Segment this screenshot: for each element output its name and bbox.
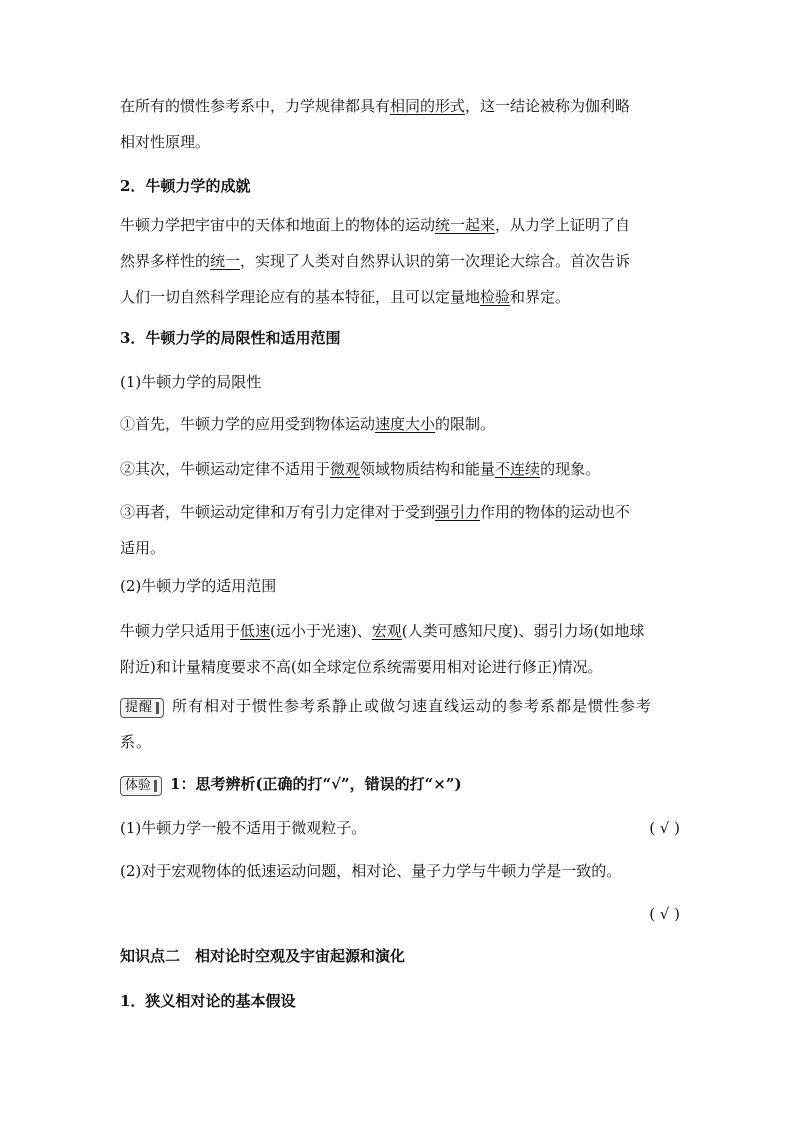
tip-tag: 提醒: [120, 698, 164, 718]
text: 附近)和计量精度要求不高(如全球定位系统需要用相对论进行修正)情况。: [120, 658, 603, 676]
experience-heading: [120, 766, 680, 802]
section-heading: 知识点二 相对论时空观及宇宙起源和演化: [120, 947, 406, 965]
underlined-term: 统一: [210, 252, 241, 270]
text: (远小于光速)、: [270, 622, 372, 640]
heading-limitations: 3．牛顿力学的局限性和适用范围: [120, 329, 341, 347]
text: (人类可感知尺度)、弱引力场(如地球: [401, 622, 645, 640]
text: 牛顿力学只适用于: [120, 622, 241, 640]
list-item-1: [120, 406, 680, 442]
underlined-term: 统一起来: [435, 216, 496, 234]
list-item-2: [120, 451, 680, 487]
text: 的现象。: [540, 460, 601, 478]
experience-tag: 体验: [120, 776, 162, 796]
list-item-3: [120, 494, 680, 566]
heading-special-relativity: 1．狭义相对论的基本假设: [120, 992, 296, 1010]
question-1: [120, 810, 680, 846]
text: ，从力学上证明了自: [495, 216, 631, 234]
text: 在所有的惯性参考系中，力学规律都具有: [120, 97, 391, 115]
question-2: [120, 853, 680, 889]
text: 然界多样性的: [120, 252, 211, 270]
question-text: (1)牛顿力学一般不适用于微观粒子。: [120, 819, 367, 837]
tip-box: [120, 688, 680, 760]
underlined-term: 检验: [480, 288, 511, 306]
text: 相对性原理。: [120, 133, 211, 151]
answer-mark: ( √ ): [649, 819, 680, 837]
underlined-term: 相同的形式: [390, 97, 466, 115]
text: 牛顿力学把宇宙中的天体和地面上的物体的运动: [120, 216, 436, 234]
paragraph-scope: [120, 613, 680, 685]
subheading-scope: (2)牛顿力学的适用范围: [120, 577, 277, 595]
text: ，实现了人类对自然界认识的第一次理论大综合。首次告诉: [240, 252, 631, 270]
paragraph-relativity-principle: [120, 88, 680, 160]
paragraph-achievements: [120, 207, 680, 315]
text: 的限制。: [435, 415, 496, 433]
experience-text: 1：思考辨析(正确的打“√”，错误的打“×”): [170, 775, 462, 793]
text: 作用的物体的运动也不: [480, 503, 631, 521]
tip-text-line2: 系。: [120, 733, 153, 751]
underlined-term: 微观: [330, 460, 361, 478]
underlined-term: 速度大小: [375, 415, 436, 433]
heading-achievements: 2．牛顿力学的成就: [120, 177, 251, 195]
text: 和界定。: [510, 288, 571, 306]
underlined-term: 不连续: [495, 460, 541, 478]
underlined-term: 宏观: [371, 622, 402, 640]
question-text: (2)对于宏观物体的低速运动问题，相对论、量子力学与牛顿力学是一致的。: [120, 862, 622, 880]
text: 领域物质结构和能量: [360, 460, 496, 478]
underlined-term: 低速: [240, 622, 271, 640]
text: ③再者，牛顿运动定律和万有引力定律对于受到: [120, 503, 436, 521]
subheading-limitations: (1)牛顿力学的局限性: [120, 373, 262, 391]
text: 人们一切自然科学理论应有的基本特征，且可以定量地: [120, 288, 481, 306]
text: ②其次，牛顿运动定律不适用于: [120, 460, 331, 478]
tip-text: 所有相对于惯性参考系静止或做匀速直线运动的参考系都是惯性参考: [172, 697, 653, 715]
text: ，这一结论被称为伽利略: [465, 97, 631, 115]
answer-mark: ( √ ): [649, 905, 680, 923]
underlined-term: 强引力: [435, 503, 481, 521]
text: 适用。: [120, 539, 166, 557]
text: ①首先，牛顿力学的应用受到物体运动: [120, 415, 376, 433]
